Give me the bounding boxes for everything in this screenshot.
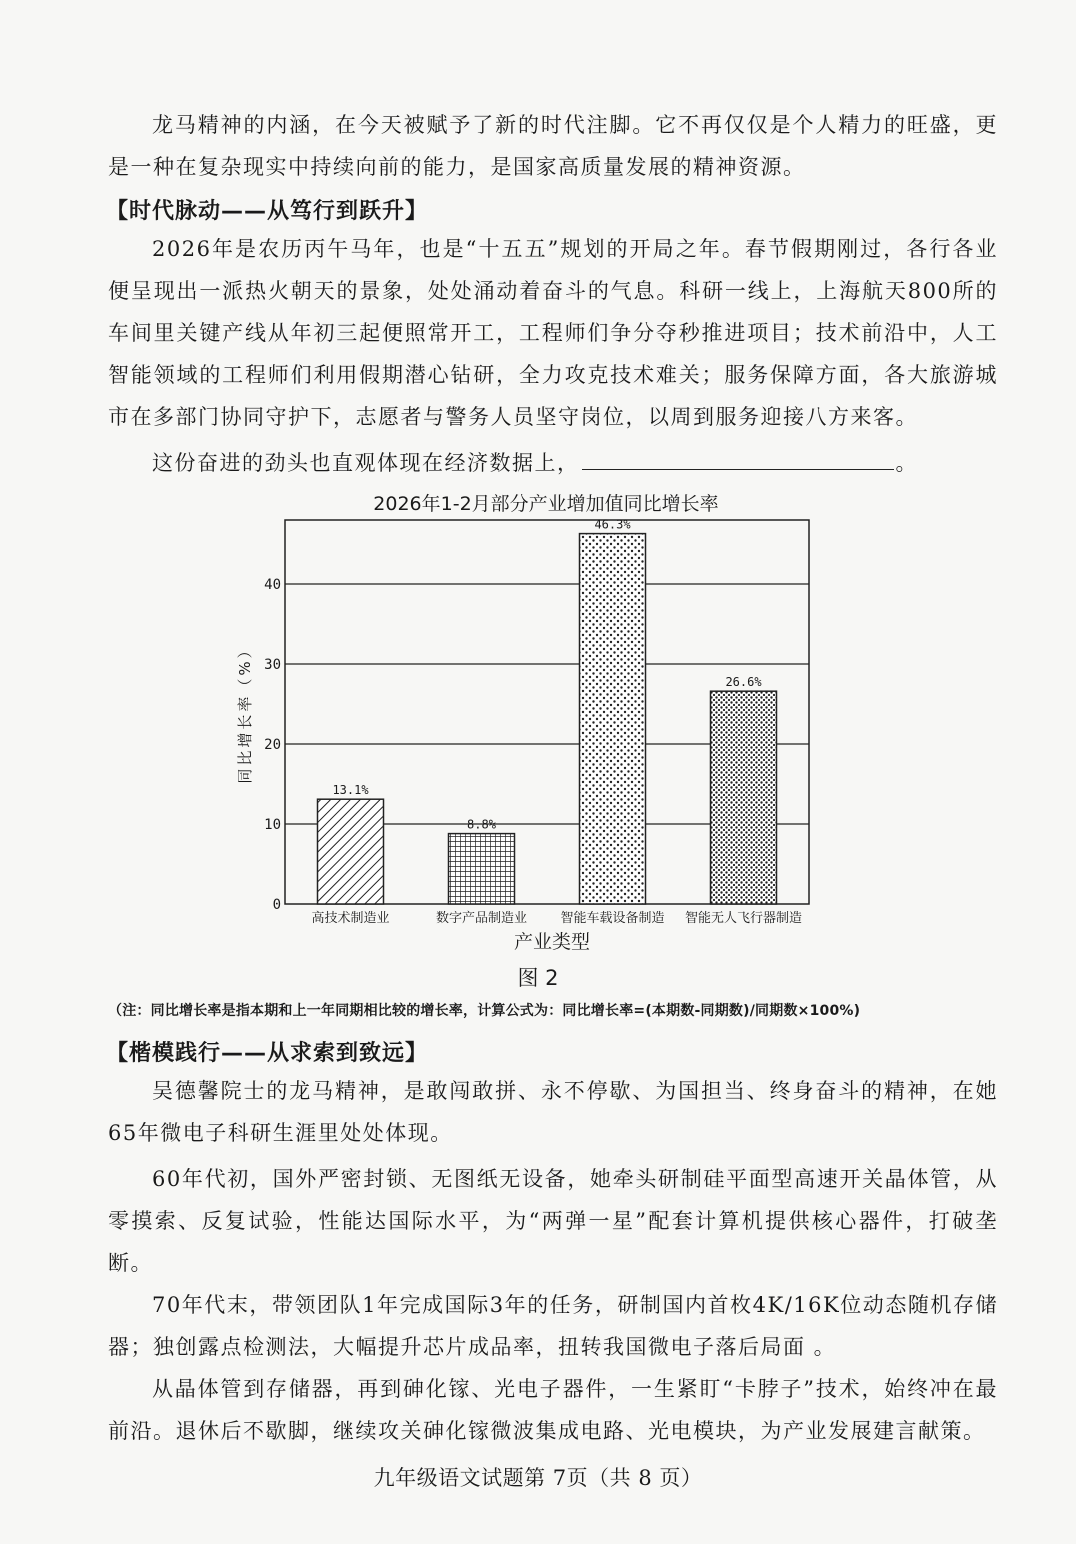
x-tick-label: 数字产品制造业 <box>435 911 528 926</box>
x-axis-label: 产业类型 <box>513 931 591 953</box>
data-lead-end: 。 <box>895 451 918 475</box>
y-tick-label: 20 <box>264 737 281 753</box>
bar-value-label: 13.1% <box>332 783 369 798</box>
bar <box>580 534 646 904</box>
y-axis-label: 同比增长率（%） <box>236 640 254 784</box>
x-tick-label: 智能车载设备制造 <box>560 911 665 926</box>
model-paragraph-3: 70年代末，带领团队1年完成国际3年的任务，研制国内首枚4K/16K位动态随机存储器；独创露点检测法，大幅提升芯片成品率，扭转我国微电子落后局面 。 <box>108 1293 998 1359</box>
bar <box>449 834 515 904</box>
formula-note: （注：同比增长率是指本期和上一年同期相比较的增长率，计算公式为：同比增长率=(本期数-同期数)/同期数×100%) <box>108 1003 861 1019</box>
figure-label: 图 2 <box>517 966 559 990</box>
x-axis-labels <box>311 910 802 926</box>
y-tick-label: 0 <box>272 897 281 913</box>
bar <box>318 799 384 904</box>
model-paragraph-1: 吴德馨院士的龙马精神，是敢闯敢拼、永不停歇、为国担当、终身奋斗的精神，在她65年微电子科研生涯里处处体现。 <box>108 1079 998 1145</box>
y-tick-label: 10 <box>264 817 281 833</box>
x-tick-label: 高技术制造业 <box>311 911 390 926</box>
section-heading-era: 【时代脉动——从笃行到跃升】 <box>106 199 429 224</box>
bar <box>711 691 777 904</box>
chart-title: 2026年1-2月部分产业增加值同比增长率 <box>373 493 719 515</box>
y-tick-label: 40 <box>264 577 281 593</box>
chart-bars <box>318 518 777 904</box>
growth-rate-bar-chart <box>0 486 1076 956</box>
answer-blank[interactable] <box>582 449 894 470</box>
page-footer: 九年级语文试题第 7页（共 8 页） <box>373 1466 703 1490</box>
bar-value-label: 8.8% <box>467 817 496 832</box>
model-paragraph-4: 从晶体管到存储器，再到砷化镓、光电子器件，一生紧盯“卡脖子”技术，始终冲在最前沿。退休后不歇脚，继续攻关砷化镓微波集成电路、光电模块，为产业发展建言献策。 <box>108 1377 998 1443</box>
bar-value-label: 46.3% <box>594 517 631 532</box>
data-lead-text: 这份奋进的劲头也直观体现在经济数据上， <box>152 451 580 475</box>
model-paragraph-2: 60年代初，国外严密封锁、无图纸无设备，她牵头研制硅平面型高速开关晶体管，从零摸索、反复试验，性能达国际水平，为“两弹一星”配套计算机提供核心器件，打破垄断。 <box>108 1167 998 1275</box>
x-tick-label: 智能无人飞行器制造 <box>684 911 803 926</box>
intro-paragraph: 龙马精神的内涵，在今天被赋予了新的时代注脚。它不再仅仅是个人精力的旺盛，更是一种在复杂现实中持续向前的能力，是国家高质量发展的精神资源。 <box>108 113 998 179</box>
y-tick-label: 30 <box>264 657 281 673</box>
y-axis-ticks <box>264 577 281 913</box>
bar-value-label: 26.6% <box>725 675 762 690</box>
era-paragraph: 2026年是农历丙午马年，也是“十五五”规划的开局之年。春节假期刚过，各行各业便呈现出一派热火朝天的景象，处处涌动着奋斗的气息。科研一线上，上海航天800所的车间里关键产线从年初三起便照常开工，工程师们争分夺秒推进项目；技术前沿中，人工智能领域的工程师们利用假期潜心钻研，全力攻克技术难关；服务保障方面，各大旅游城市在多部门协同守护下，志愿者与警务人员坚守岗位，以周到服务迎接八方来客。 <box>108 237 998 429</box>
data-lead-paragraph <box>108 442 998 484</box>
section-heading-model: 【楷模践行——从求索到致远】 <box>106 1041 429 1066</box>
